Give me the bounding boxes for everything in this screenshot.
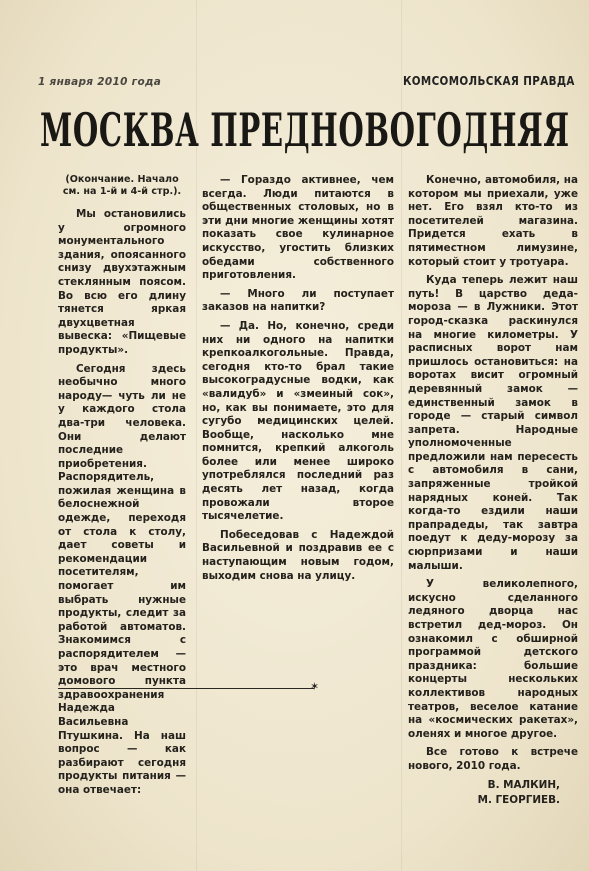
- author-name: М. ГЕОРГИЕВ.: [477, 794, 560, 807]
- continuation-note: (Окончание. Начало см. на 1-й и 4-й стр.).: [62, 174, 182, 197]
- column-1: [58, 174, 186, 803]
- paragraph: — Много ли поступает заказов на напитки?: [202, 287, 394, 314]
- paragraph: — Гораздо активнее, чем всегда. Люди питаются в общественных столовых, но в эти дни многие женщины хотят показать свое кулинарное искусство, угостить близких обедами собственного приготовления.: [202, 174, 394, 282]
- column-3: [408, 174, 578, 810]
- byline: [408, 779, 578, 808]
- column-2: [202, 174, 394, 588]
- paragraph: Сегодня здесь необычно много народу— чуть ли не у каждого стола два-три человека. Они делают последние приобретения. Распорядитель, пожилая женщина в белоснежной одежде, переходя от стола к столу, дает советы и рекомендации посетителям, помогает им выбрать нужные продукты, следит за работой автоматов. Знакомимся с распорядителем — это врач местного домового пункта здравоохранения Надежда Васильевна Птушкина. На наш вопрос — как разбирают сегодня продукты питания — она отвечает:: [58, 362, 186, 796]
- star-ornament-icon: ✶: [310, 680, 320, 693]
- paragraph: Побеседовав с Надеждой Васильевной и поздравив ее с наступающим новым годом, выходим снова на улицу.: [202, 528, 394, 582]
- paragraph: Мы остановились у огромного монументального здания, опоясанного снизу двухэтажным стеклянным поясом. Во всю его длину тянется яркая двухцветная вывеска: «Пищевые продукты».: [58, 208, 186, 356]
- paragraph: — Да. Но, конечно, среди них ни одного на напитки крепкоалкогольные. Правда, сегодня кто-то брал такие высокоградусные водки, как «валидуб» и «змеиный сок», но, как вы понимаете, это для сугубо медицинских целей. Вообще, насколько мне помнится, крепкий алкоголь более или менее широко употреблялся последний раз десять лет назад, когда провожали второе тысячелетие.: [202, 319, 394, 523]
- paragraph: У великолепного, искусно сделанного ледяного дворца нас встретил дед-мороз. Он ознакомил с обширной программой детского праздника: большие концерты нескольких коллективов народных театров, веселое катание на «космических ракетах», оленях и многое другое.: [408, 578, 578, 740]
- masthead: [38, 68, 575, 88]
- headline: МОСКВА ПРЕДНОВОГОДНЯЯ: [40, 103, 570, 157]
- paragraph: Все готово к встрече нового, 2010 года.: [408, 746, 578, 772]
- paragraph: Куда теперь лежит наш путь! В царство деда-мороза — в Лужники. Этот город-сказка раскинулся на многие километры. У расписных ворот нам пришлось остановиться: на воротах висит огромный деревянный замок — единственный замок в городе — старый символ запрета. Народные уполномоченные предложили нам пересесть с автомобиля в сани, запряженные тройкой нарядных коней. Так когда-то ездили наши прапрадеды, так завтра поедут к деду-морозу за сюрпризами и наши малыши.: [408, 274, 578, 572]
- author-name: В. МАЛКИН,: [487, 778, 560, 791]
- paragraph: Конечно, автомобиля, на котором мы приехали, уже нет. Его взял кто-то из посетителей магазина. Придется ехать в пятиместном лимузине, который стоит у тротуара.: [408, 174, 578, 268]
- issue-date: 1 января 2010 года: [38, 76, 162, 88]
- newspaper-name: КОМСОМОЛЬСКАЯ ПРАВДА: [403, 73, 575, 88]
- section-rule: [58, 688, 314, 689]
